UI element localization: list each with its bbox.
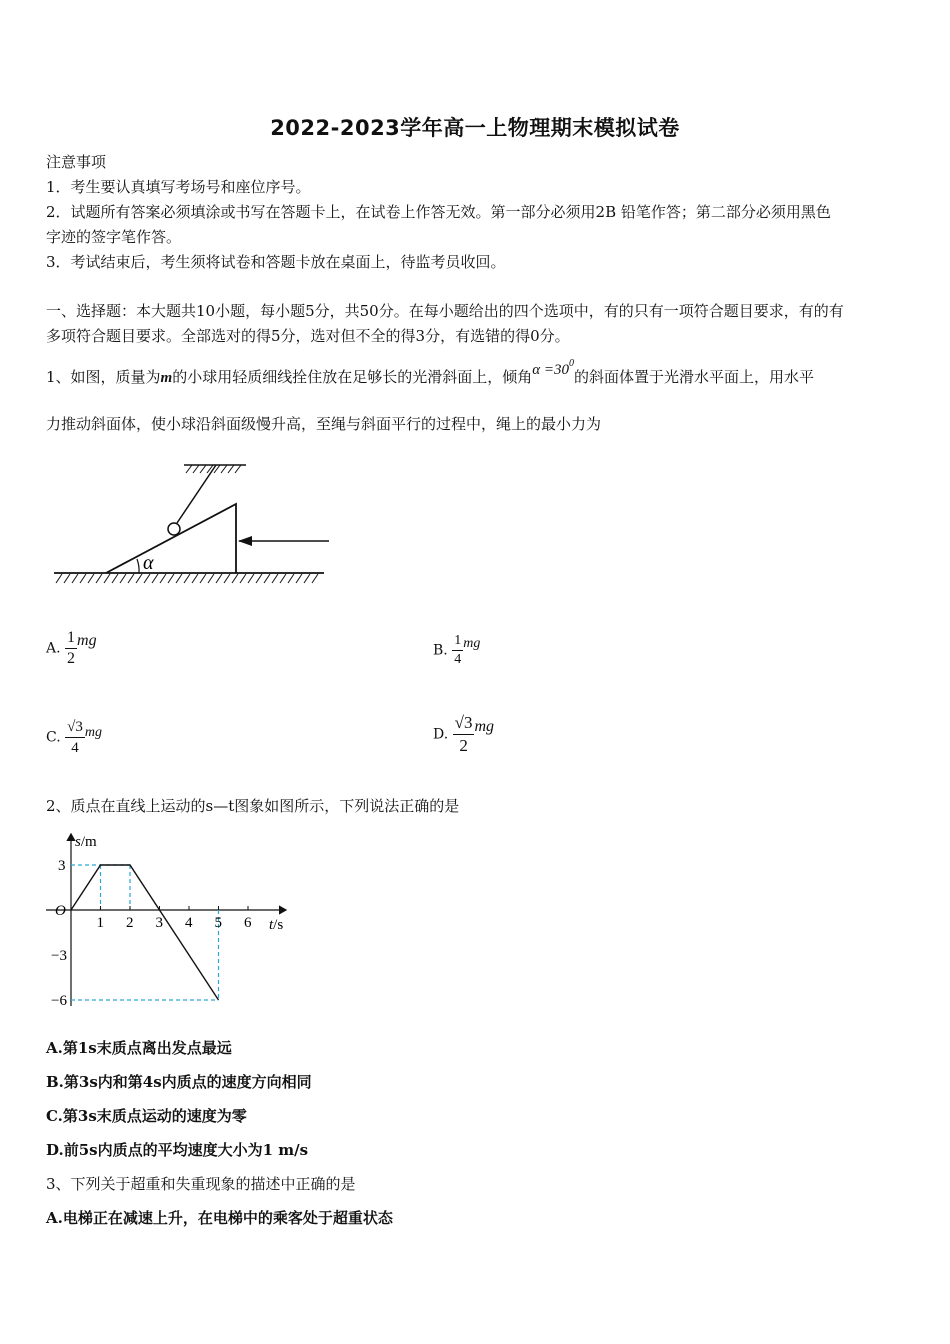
question-1-text: 1、如图，质量为m的小球用轻质细线拴住放在足够长的光滑斜面上，倾角$\alpha =30^0$的斜面体置于光滑水平面上，用水平 bbox=[46, 358, 814, 386]
y-tick-label: −3 bbox=[51, 948, 67, 964]
question-1-text: 力推动斜面体，使小球沿斜面级慢升高，至绳与斜面平行的过程中，绳上的最小力为 bbox=[46, 415, 602, 433]
q3-option-a[interactable]: A.电梯正在减速上升，在电梯中的乘客处于超重状态 bbox=[46, 1209, 393, 1227]
section-instructions: 多项符合题目要求。全部选对的得5分，选对但不全的得3分，有选错的得0分。 bbox=[46, 327, 570, 345]
notice-item: 1．考生要认真填写考场号和座位序号。 bbox=[46, 178, 311, 196]
origin-label: O bbox=[55, 903, 66, 919]
notice-item: 3．考试结束后，考生须将试卷和答题卡放在桌面上，待监考员收回。 bbox=[46, 253, 506, 271]
question-3-text: 3、下列关于超重和失重现象的描述中正确的是 bbox=[46, 1175, 356, 1193]
x-tick-label: 5 bbox=[214, 915, 222, 931]
q2-option-d[interactable]: D.前5s内质点的平均速度大小为1 m/s bbox=[46, 1141, 309, 1159]
notice-item: 字迹的签字笔作答。 bbox=[46, 228, 182, 246]
option-d[interactable]: D. $\frac{√3}{2}$ mg bbox=[433, 713, 495, 755]
s-t-graph bbox=[46, 828, 296, 1008]
q2-option-a[interactable]: A.第1s末质点离出发点最远 bbox=[46, 1039, 232, 1057]
incline-figure bbox=[46, 455, 336, 595]
y-axis-label: s/m bbox=[75, 834, 97, 850]
option-b[interactable]: B. $\frac{1}{4}$ mg bbox=[433, 633, 481, 667]
y-tick-label: 3 bbox=[58, 858, 66, 874]
option-c[interactable]: C. $\frac{√3}{4}$ mg bbox=[46, 719, 102, 756]
x-tick-label: 1 bbox=[96, 915, 104, 931]
alpha-label: α bbox=[143, 552, 154, 574]
x-axis-label: t/s bbox=[269, 917, 284, 933]
section-instructions: 一、选择题：本大题共10小题，每小题5分，共50分。在每小题给出的四个选项中，有的只有一项符合题目要求，有的有 bbox=[46, 302, 844, 320]
question-2-text: 2、质点在直线上运动的s—t图象如图所示，下列说法正确的是 bbox=[46, 797, 460, 815]
series-line bbox=[71, 865, 219, 1000]
x-tick-label: 3 bbox=[155, 915, 163, 931]
notice-heading: 注意事项 bbox=[46, 153, 107, 171]
x-tick-label: 6 bbox=[244, 915, 252, 931]
x-tick-label: 4 bbox=[185, 915, 193, 931]
x-tick-label: 2 bbox=[126, 915, 134, 931]
option-a[interactable]: A. $\frac{1}{2}$ mg bbox=[46, 629, 97, 667]
page-title: 2022-2023学年高一上物理期末模拟试卷 bbox=[270, 116, 680, 140]
notice-item: 2．试题所有答案必须填涂或书写在答题卡上，在试卷上作答无效。第一部分必须用2B 铅笔作答；第二部分必须用黑色 bbox=[46, 203, 831, 221]
q2-option-b[interactable]: B.第3s内和第4s内质点的速度方向相同 bbox=[46, 1073, 312, 1091]
q2-option-c[interactable]: C.第3s末质点运动的速度为零 bbox=[46, 1107, 247, 1125]
y-tick-label: −6 bbox=[51, 993, 67, 1008]
